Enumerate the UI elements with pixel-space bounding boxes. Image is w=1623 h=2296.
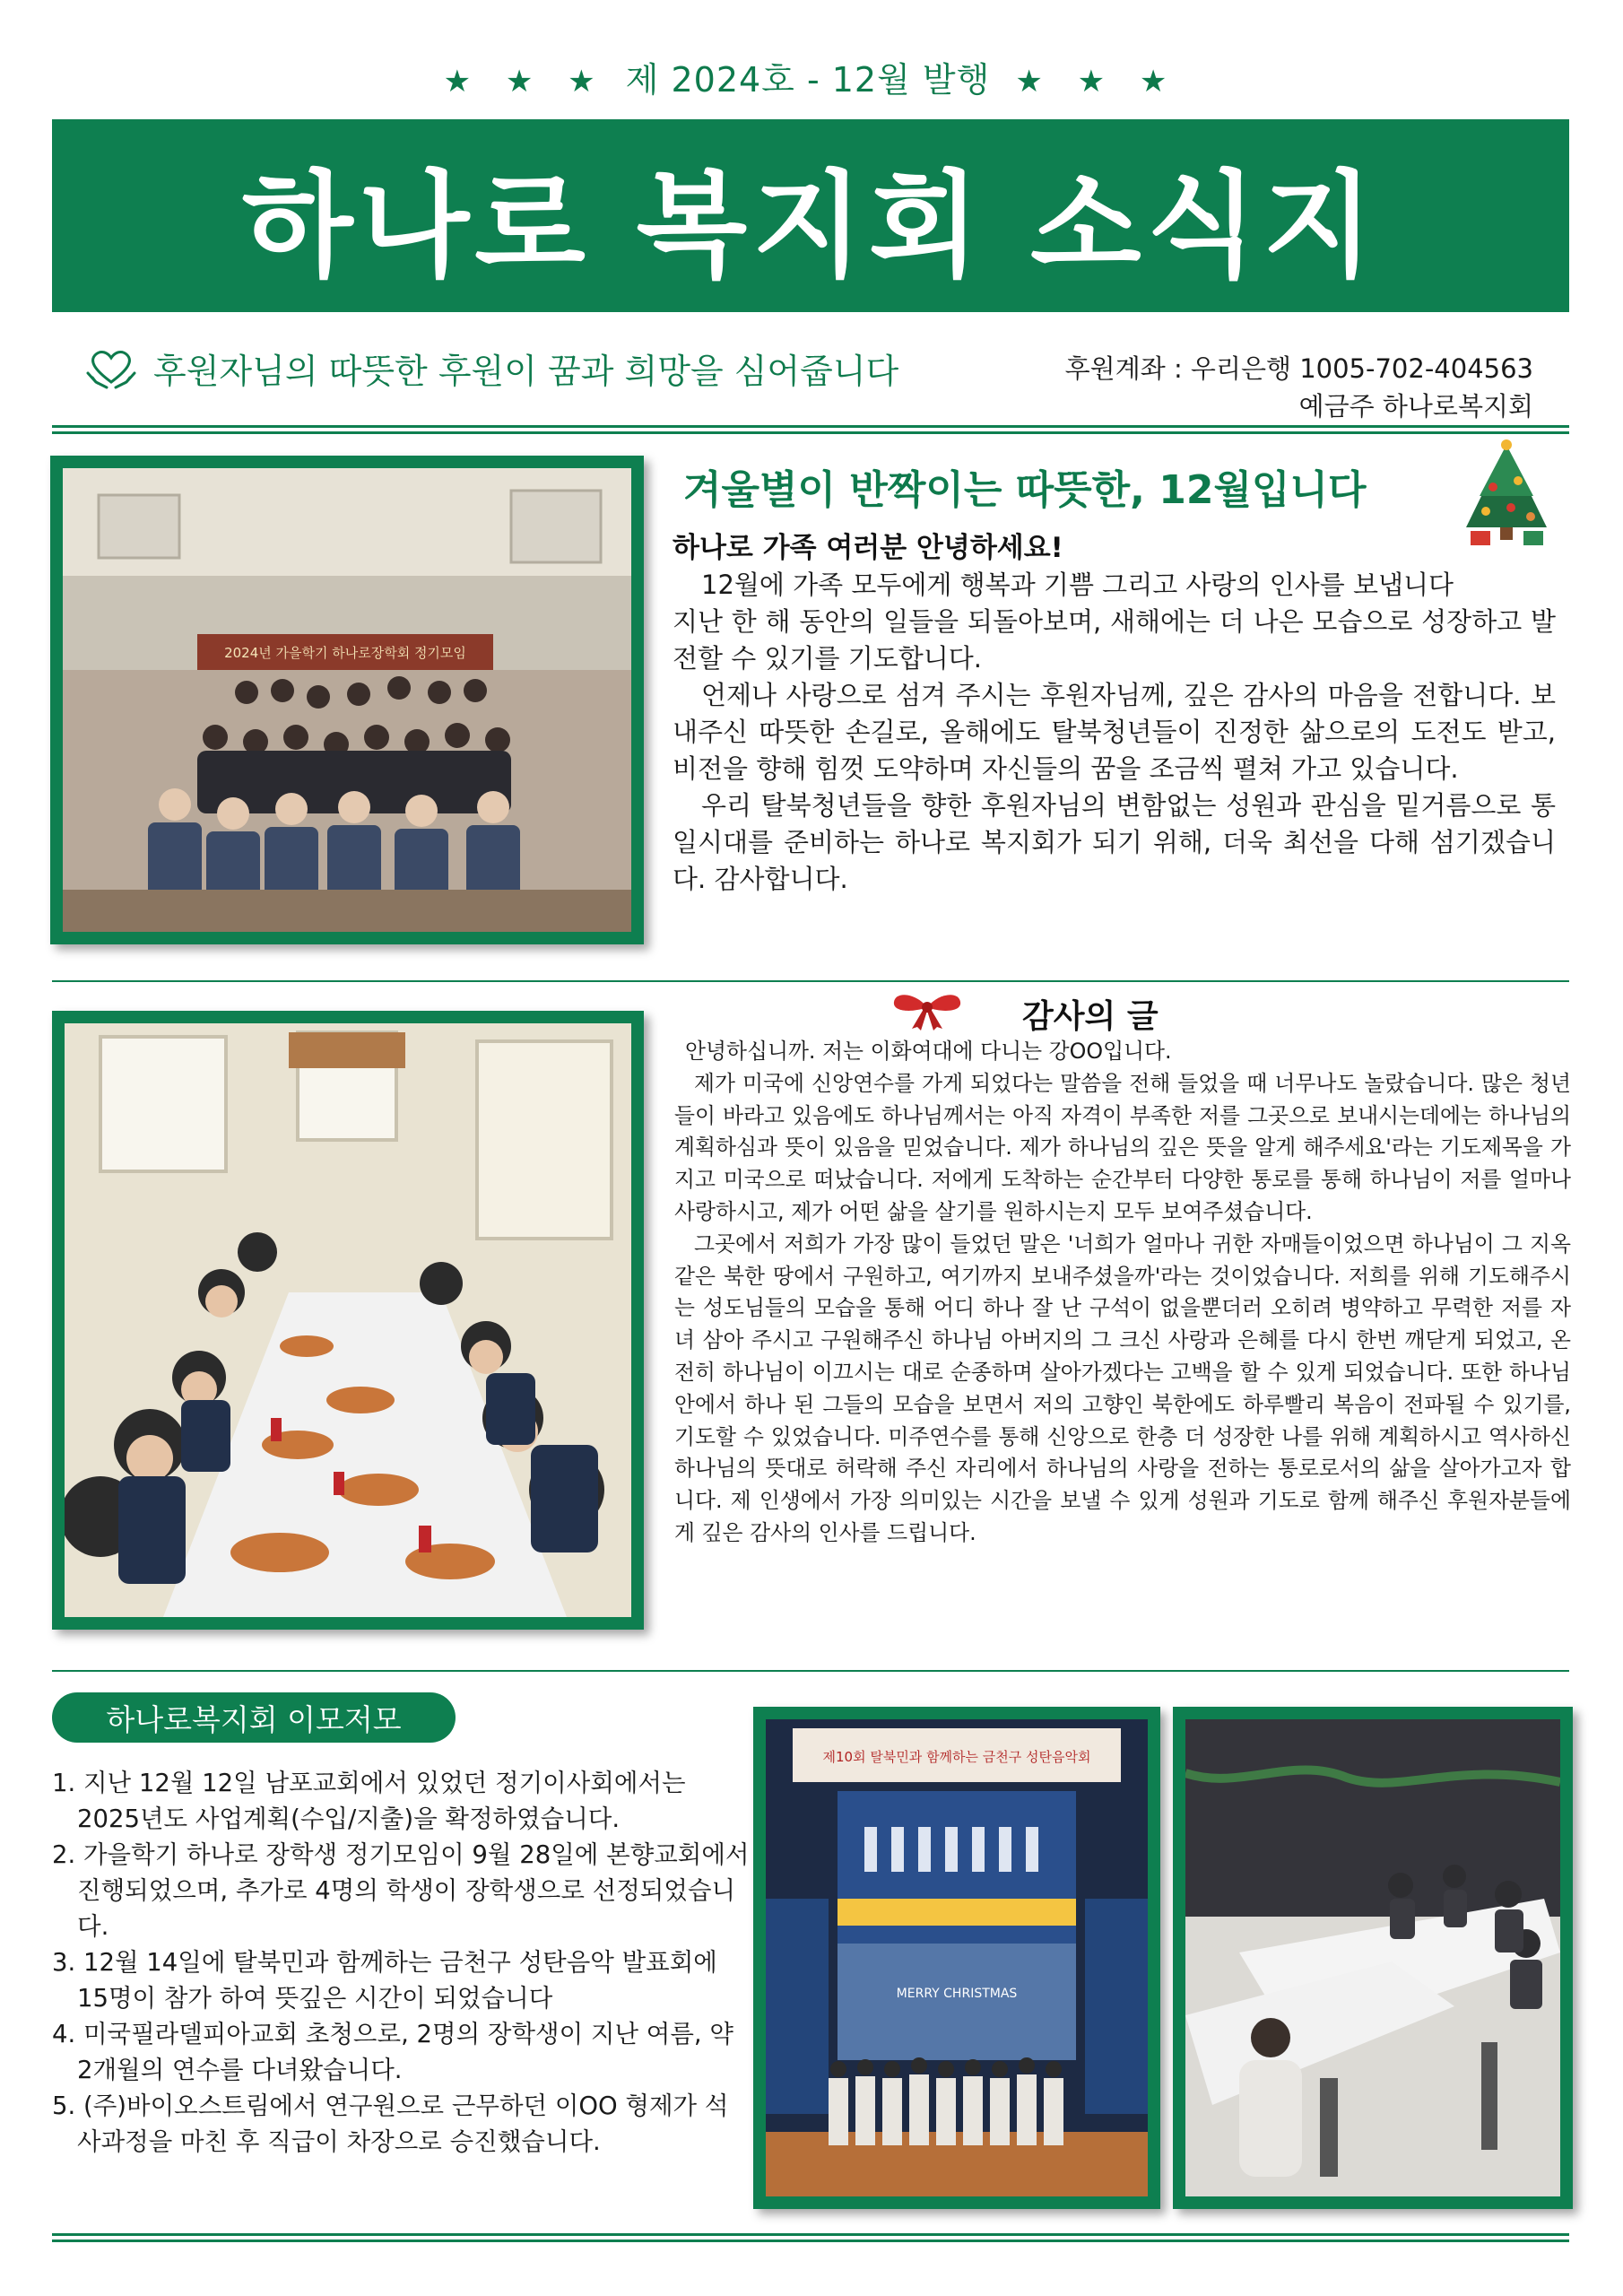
paragraph: 언제나 사랑으로 섬겨 주시는 후원자님께, 깊은 감사의 마음을 전합니다. 보내주신 따뜻한 손길로, 올해에도 탈북청년들이 진정한 삶으로의 도전도 받고, 비전을 향해 힘껏 도약하며 자신들의 꿈을 조금씩 펼쳐 가고 있습니다. [673,680,1556,784]
section3-title: 하나로복지회 이모저모 [52,1692,456,1743]
paragraph: 지난 한 해 동안의 일들을 되돌아보며, 새해에는 더 나은 모습으로 성장하고 발전할 수 있기를 기도합니다. [673,606,1556,674]
ribbon-bow-icon [890,989,964,1031]
dinner-photo [65,1023,631,1617]
section1-greeting: 하나로 가족 여러분 안녕하세요! [673,532,1063,564]
newsletter-title: 하나로 복지회 소식지 [242,159,1379,293]
list-item: 1. 지난 12월 12일 남포교회에서 있었던 정기이사회에서는 2025년도 사업계획(수입/지출)을 확정하였습니다. [52,1769,686,1833]
title-banner [52,119,1569,312]
concert-photo [766,1719,1148,2196]
christmas-tree-icon [1457,438,1556,550]
list-item: 4. 미국필라델피아교회 초청으로, 2명의 장학생이 지난 여름, 약 2개월의 연수를 다녀왔습니다. [52,2020,733,2084]
paragraph: 우리 탈북청년들을 향한 후원자님의 변함없는 성원과 관심을 밑거름으로 통일시대를 준비하는 하나로 복지회가 되기 위해, 더욱 최선을 다해 섬기겠습니다. 감사합니다. [673,790,1556,894]
section1-body [673,567,1556,898]
meeting-photo [1185,1719,1560,2196]
meeting-photo-frame [1173,1707,1573,2209]
slogan [85,344,898,393]
section2-title: 감사의 글 [1022,998,1159,1035]
concert-screen-text: MERRY CHRISTMAS [896,1987,1018,2001]
star-icons-right: ★ ★ ★ [1015,64,1180,100]
group-photo [63,468,631,932]
paragraph: 그곳에서 저희가 가장 많이 들었던 말은 '너희가 얼마나 귀한 자매들이었으면 하나님이 그 지옥 같은 북한 땅에서 구원하고, 여기까지 보내주셨을까'라는 것이었습니다. 저희를 위해 기도해주시는 성도님들의 모습을 통해 어디 하나 잘 난 구석이 없을뿐더러 오히려 병약하고 무력한 저를 자녀 삼아 주시고 구원해주신 하나님 아버지의 그 크신 사랑과 은혜를 다시 한번 깨닫게 되었고, 온전히 하나님이 이끄시는 대로 순종하며 살아가겠다는 고백을 할 수 있게 되었습니다. 또한 하나님 안에서 하나 된 그들의 모습을 보면서 저의 고향인 북한에도 하루빨리 복음이 전파될 수 있기를, 기도할 수 있었습니다. 미주연수를 통해 신앙으로 한층 더 성장한 나를 위해 계획하시고 역사하신 하나님의 뜻대로 허락해 주신 자리에서 하나님의 사랑을 전하는 통로로서의 삶을 살아가고자 합니다. 제 인생에서 가장 의미있는 시간을 보낼 수 있게 성원과 기도로 함께 해주신 후원자분들에게 깊은 감사의 인사를 드립니다. [674,1231,1571,1545]
section1-title: 겨울별이 반짝이는 따뜻한, 12월입니다 [683,467,1367,513]
photo-banner-text: 2024년 가을학기 하나로장학회 정기모임 [224,645,466,661]
news-list [52,1765,751,2160]
paragraph: 제가 미국에 신앙연수를 가게 되었다는 말씀을 전해 들었을 때 너무나도 놀랐습니다. 많은 청년들이 바라고 있음에도 하나님께서는 아직 자격이 부족한 저를 그곳으로 보내시는데에는 하나님의 계획하심과 뜻이 있음을 믿었습니다. 제가 하나님의 깊은 뜻을 알게 해주세요'라는 기도제목을 가지고 미국으로 떠났습니다. 저에게 도착하는 순간부터 다양한 통로를 통해 하나님이 저를 얼마나 사랑하시고, 제가 어떤 삶을 살기를 원하시는지 모두 보여주셨습니다. [674,1070,1571,1224]
list-item: 3. 12월 14일에 탈북민과 함께하는 금천구 성탄음악 발표회에 15명이 참가 하여 뜻깊은 시간이 되었습니다 [52,1948,717,2013]
donation-account [1065,350,1533,425]
concert-photo-frame [753,1707,1160,2209]
list-item: 2. 가을학기 하나로 장학생 정기모임이 9월 28일에 본향교회에서 진행되었으며, 추가로 4명의 학생이 장학생으로 선정되었습니다. [52,1840,750,1941]
divider [52,425,1569,434]
divider [52,1670,1569,1672]
paragraph: 12월에 가족 모두에게 행복과 기쁨 그리고 사랑의 인사를 보냅니다 [701,570,1454,600]
divider [52,2233,1569,2242]
paragraph: 안녕하십니까. 저는 이화여대에 다니는 강OO입니다. [685,1039,1172,1064]
account-number: 후원계좌 : 우리은행 1005-702-404563 [1064,353,1533,384]
star-icons-left: ★ ★ ★ [443,64,608,100]
heart-hands-icon [85,346,137,391]
section2-body [674,1036,1571,1550]
group-photo-frame [50,456,644,944]
dinner-photo-frame [52,1011,644,1630]
issue-number: 제 2024호 - 12월 발행 [625,60,991,100]
concert-banner-text: 제10회 탈북민과 함께하는 금천구 성탄음악회 [822,1749,1091,1765]
slogan-text: 후원자님의 따뜻한 후원이 꿈과 희망을 심어줍니다 [153,352,899,391]
issue-line [0,52,1623,101]
account-holder: 예금주 하나로복지회 [1298,391,1533,422]
divider [52,980,1569,982]
list-item: 5. (주)바이오스트림에서 연구원으로 근무하던 이OO 형제가 석사과정을 마친 후 직급이 차장으로 승진했습니다. [52,2092,729,2156]
